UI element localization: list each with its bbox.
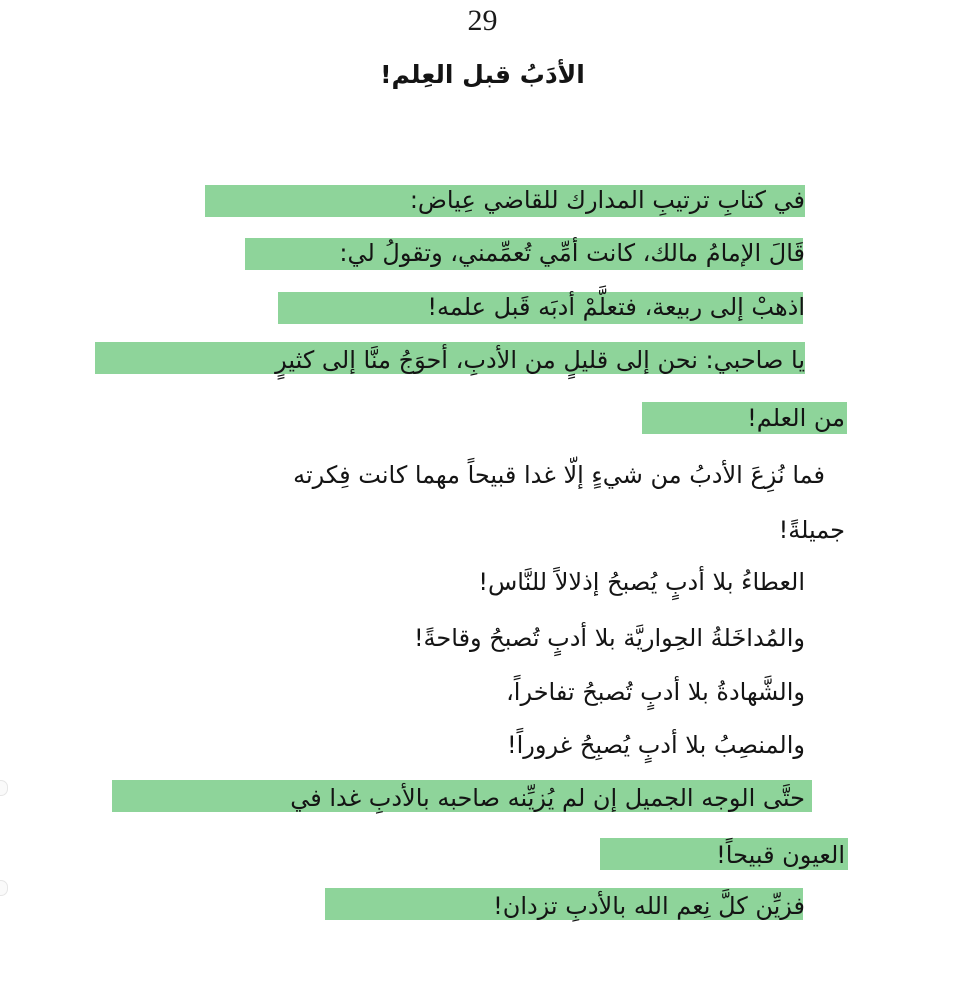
text-line: يا صاحبي: نحن إلى قليلٍ من الأدبِ، أحوَجُ منَّا إلى كثيرٍ (275, 346, 805, 374)
text-line: حتَّى الوجه الجميل إن لم يُزيِّنه صاحبه بالأدبِ غدا في (290, 784, 805, 812)
text-line: في كتابِ ترتيبِ المدارك للقاضي عِياض: (409, 186, 805, 214)
text-line: من العلم! (747, 404, 845, 432)
text-line: فزيِّن كلَّ نِعم الله بالأدبِ تزدان! (493, 892, 805, 920)
text-line: جميلةً! (778, 516, 845, 544)
text-line: اذهبْ إلى ربيعة، فتعلَّمْ أدبَه قَبل علمه! (427, 293, 805, 321)
text-line: العيون قبيحاً! (716, 841, 845, 869)
text-line: فما نُزِعَ الأدبُ من شيءٍ إلّا غدا قبيحاً مهما كانت فِكرته (293, 461, 825, 489)
text-line: قَالَ الإمامُ مالك، كانت أمِّي تُعمِّمني، وتقولُ لي: (339, 239, 805, 267)
edge-mark (0, 880, 8, 896)
text-line: والمُداخَلةُ الحِواريَّة بلا أدبٍ تُصبحُ وقاحةً! (413, 624, 805, 652)
page-number: 29 (467, 4, 498, 37)
page-title: الأدَبُ قبل العِلم! (380, 60, 585, 89)
text-line: العطاءُ بلا أدبٍ يُصبحُ إذلالاً للنَّاس! (478, 568, 805, 596)
text-line: والمنصِبُ بلا أدبٍ يُصبِحُ غروراً! (506, 731, 805, 759)
text-line: والشَّهادةُ بلا أدبٍ تُصبحُ تفاخراً، (506, 678, 805, 706)
edge-mark (0, 780, 8, 796)
